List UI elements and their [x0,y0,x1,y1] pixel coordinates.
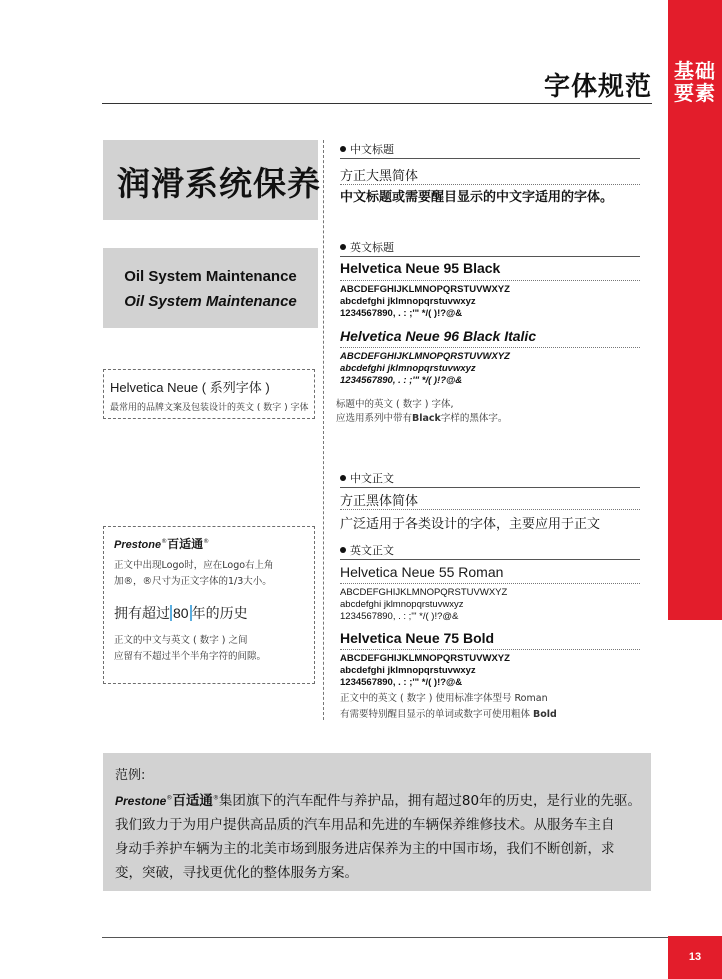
example-line-3: 身动手养护车辆为主的北美市场到服务进店保养为主的中国市场，我们不断创新，求 [115,841,615,857]
section-side-tab [668,0,722,620]
prestone-brand-line [114,535,209,552]
footer-divider [102,937,668,938]
en-body-note-1: 正文中的英文 ( 数字 ) 使用标准字体型号 Roman [340,693,548,704]
example-line-1: Prestone®百适通®集团旗下的汽车配件与养护品，拥有超过80年的历史，是行业的先驱。 [115,793,642,809]
title-divider [102,103,652,104]
example-line-4: 变，突破，寻找更优化的整体服务方案。 [115,865,358,881]
en-title-note-1: 标题中的英文 ( 数字 ) 字体, [336,399,454,410]
en-font-55-upper: ABCDEFGHIJKLMNOPQRSTUVWXYZ [340,587,508,598]
en-title-rule [340,256,640,257]
spacing-sample-number: 80 [170,605,192,621]
bullet-icon [340,146,346,152]
cn-title-dotted-rule [340,184,640,185]
helvetica-family-desc: 最常用的品牌文案及包装设计的英文 ( 数字 ) 字体 [110,403,309,413]
en-title-label: 英文标题 [340,239,394,255]
en-font-75-digits: 1234567890, . : ;'" */( )!?@& [340,677,463,688]
bullet-icon [340,244,346,250]
en-font-95-lower: abcdefghi jklmnopqrstuvwxyz [340,296,476,307]
example-label: 范例: [115,768,146,783]
cn-title-label: 中文标题 [340,141,394,157]
prestone-cn-name: 百适通 [167,537,204,551]
en-font-95-digits: 1234567890, . : ;'" */( )!?@& [340,308,463,319]
en-font-55-dotted-rule [340,583,640,584]
spacing-note-1: 正文的中文与英文 ( 数字 ) 之间 [114,635,248,646]
spacing-sample: 拥有超过 80 年的历史 [114,605,248,622]
en-body-rule [340,559,640,560]
en-font-55-digits: 1234567890, . : ;'" */( )!?@& [340,611,459,622]
cn-body-desc: 广泛适用于各类设计的字体，主要应用于正文 [340,517,601,532]
cn-body-dotted-rule [340,509,640,510]
prestone-logo-text: Prestone [115,794,167,808]
cn-title-sample-text: 润滑系统保养 [117,164,321,203]
en-title-sample-box [103,248,318,328]
column-divider [323,140,324,720]
cn-body-rule [340,487,640,488]
en-font-75-bold-name: Helvetica Neue 75 Bold [340,630,495,646]
cn-body-label: 中文正文 [340,470,394,486]
en-font-96-upper: ABCDEFGHIJKLMNOPQRSTUVWXYZ [340,351,510,362]
en-font-96-italic-name: Helvetica Neue 96 Black Italic [340,328,537,344]
en-body-label: 英文正文 [340,542,394,558]
en-title-note-2: 应选用系列中带有Black字样的黑体字。 [336,413,508,424]
spacing-note-2: 应留有不超过半个半角字符的间隙。 [114,651,267,662]
cn-title-rule [340,158,640,159]
logo-rule-line-1: 正文中出现Logo时，应在Logo右上角 [114,560,274,571]
en-title-sample-regular: Oil System Maintenance [124,268,297,285]
cn-title-desc: 中文标题或需要醒目显示的中文字适用的字体。 [340,190,614,205]
registered-mark: ® [161,538,168,545]
section-side-tab-label: 基础 要素 [674,59,716,105]
prestone-logo-text: Prestone [114,539,162,551]
example-box [103,753,651,891]
en-font-95-black-name: Helvetica Neue 95 Black [340,260,501,276]
en-font-75-lower: abcdefghi jklmnopqrstuvwxyz [340,665,476,676]
logo-rule-line-2: 加®，®尺寸为正文字体的1/3大小。 [114,576,272,587]
bullet-icon [340,475,346,481]
en-title-sample-italic: Oil System Maintenance [124,293,297,310]
en-font-75-upper: ABCDEFGHIJKLMNOPQRSTUVWXYZ [340,653,510,664]
page-number: 13 [668,936,722,979]
en-font-55-roman-name: Helvetica Neue 55 Roman [340,564,504,580]
en-font-55-lower: abcdefghi jklmnopqrstuvwxyz [340,599,464,610]
cn-title-sample-box [103,140,321,220]
cn-title-font-name: 方正大黑简体 [340,169,419,184]
en-font-96-dotted-rule [340,347,640,348]
en-font-95-dotted-rule [340,280,640,281]
en-font-95-upper: ABCDEFGHIJKLMNOPQRSTUVWXYZ [340,284,510,295]
bullet-icon [340,547,346,553]
helvetica-family-title: Helvetica Neue ( 系列字体 ) [110,380,270,395]
registered-mark: ® [203,538,210,545]
en-font-75-dotted-rule [340,649,640,650]
en-font-96-digits: 1234567890, . : ;'" */( )!?@& [340,375,463,386]
cn-body-font-name: 方正黑体简体 [340,494,419,509]
page-title: 字体规范 [543,72,652,102]
example-line-2: 我们致力于为用户提供高品质的汽车用品和先进的车辆保养维修技术。从服务车主自 [115,817,615,833]
en-font-96-lower: abcdefghi jklmnopqrstuvwxyz [340,363,476,374]
en-body-note-2: 有需要特别醒目显示的单词或数字可使用粗体 Bold [340,709,557,720]
helvetica-family-box [103,369,315,419]
logo-usage-box [103,526,315,684]
